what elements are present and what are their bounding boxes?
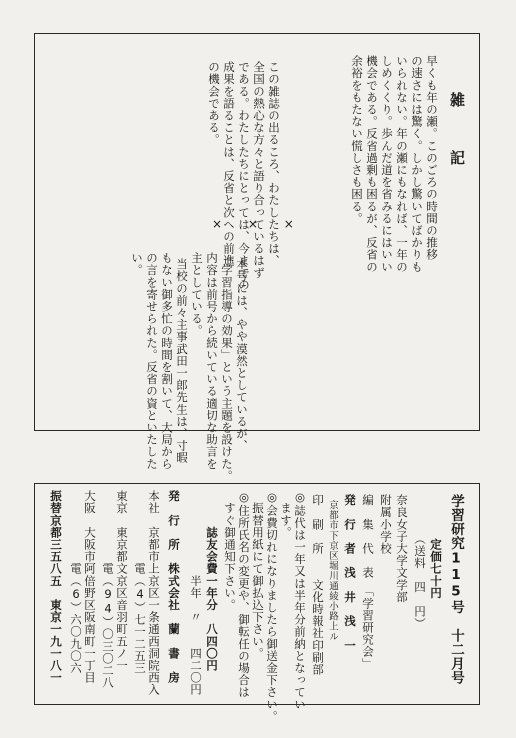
colophon-line: 奈良女子大学文学部	[395, 494, 409, 603]
zakki-line: の言を寄せられた。反省の資といたした	[145, 252, 159, 470]
zakki-line: 成果を語ることは、反省と次への前進	[222, 61, 236, 267]
colophon-line: （送料 四 円）	[413, 490, 427, 630]
colophon-line: 学習研究115号 十二月号	[448, 494, 464, 685]
zakki-heading: 雑 記	[448, 92, 466, 179]
colophon-line: 電（94）〇三〇二八	[101, 490, 115, 689]
colophon-line: すぐ御通知下さい。	[223, 490, 237, 611]
zakki-line: いられない。年の瀬にもなれば、一年の	[395, 55, 409, 273]
zakki-line: 全国の熱心な方々と語り合っているはず	[252, 61, 266, 279]
zakki-line: この雑誌の出るころ、わたしたちは、	[267, 61, 281, 267]
colophon-line: 発 行 所 株式会社 蘭 書 房	[167, 490, 181, 684]
zakki-line: 本号には、やや漠然としているが、	[235, 258, 249, 452]
colophon-block	[40, 490, 470, 723]
colophon-line: 東京 東京都文京区音羽町五ノ一	[115, 490, 129, 672]
zakki-line: 主としている。	[190, 252, 204, 337]
colophon-line: 編 集 代 表 「学習研究会」	[361, 494, 375, 670]
zakki-marks: × × ×	[212, 217, 295, 231]
zakki-line: 早くも年の瀬。このごろの時間の推移	[425, 55, 439, 261]
zakki-line: 内容は前号から続いている適切な助言を	[205, 252, 219, 470]
colophon-line: 半年 〃 四二〇円	[189, 490, 203, 696]
zakki-line: の機会である。	[207, 61, 221, 146]
zakki-line: 余裕をもたない慌しさも困る。	[350, 55, 364, 225]
zakki-line: の速さには驚く。しかし驚いてばかりも	[410, 55, 424, 273]
colophon-line: ◎誌代は一年又は半年分前納となってい	[293, 490, 307, 711]
zakki-line: である。わたしたちにとっては、今までの	[237, 61, 251, 291]
colophon-line: 振替用紙にて御払込下さい。	[251, 490, 265, 660]
zakki-line: 当校の前々主事武田一郎先生は、寸暇	[175, 258, 189, 464]
colophon-line: 振替京都三五八五 東京一九一八一	[49, 490, 63, 684]
colophon-line: 大阪 大阪市阿倍野区阪南町一丁目	[83, 490, 97, 684]
colophon-line: 電（6）六〇九〇六	[69, 490, 83, 674]
zakki-line: 「学習指導の効果」という主題を設けた。	[220, 252, 234, 482]
zakki-line: しめくくり。歩んだ道を省みるにはいい	[380, 55, 394, 273]
zakki-line: 機会である。反省過剰も困るが、反省の	[365, 55, 379, 273]
colophon-line: 京都市下京区堀川通綾小路上ル	[327, 490, 338, 642]
colophon-line: 本社 京都市上京区一条通西洞院西入	[147, 490, 161, 696]
colophon-line: 電（4）七一二五三	[133, 490, 147, 674]
colophon-line: 定価七十円	[429, 490, 443, 599]
zakki-body-2	[160, 55, 281, 291]
colophon-line: 附属小学校	[379, 494, 393, 555]
colophon-line: ◎住所氏名の変更や、御転任の場合は	[237, 490, 251, 699]
colophon-line: 印 刷 所 文化時報社印刷部	[311, 494, 325, 676]
zakki-line: もない御多忙の時間を割いて、大局から	[160, 252, 174, 470]
toc-columns	[34, 290, 478, 480]
colophon-line: ◎会費切れになりましたら御送金下さい。	[265, 490, 279, 723]
zakki-line: い。	[130, 252, 144, 277]
colophon-line: 発 行 者 浅 井 浅 一	[343, 494, 357, 652]
colophon-line: ます。	[279, 490, 293, 539]
colophon-line: 誌友会費一年分 八四〇円	[205, 490, 219, 672]
